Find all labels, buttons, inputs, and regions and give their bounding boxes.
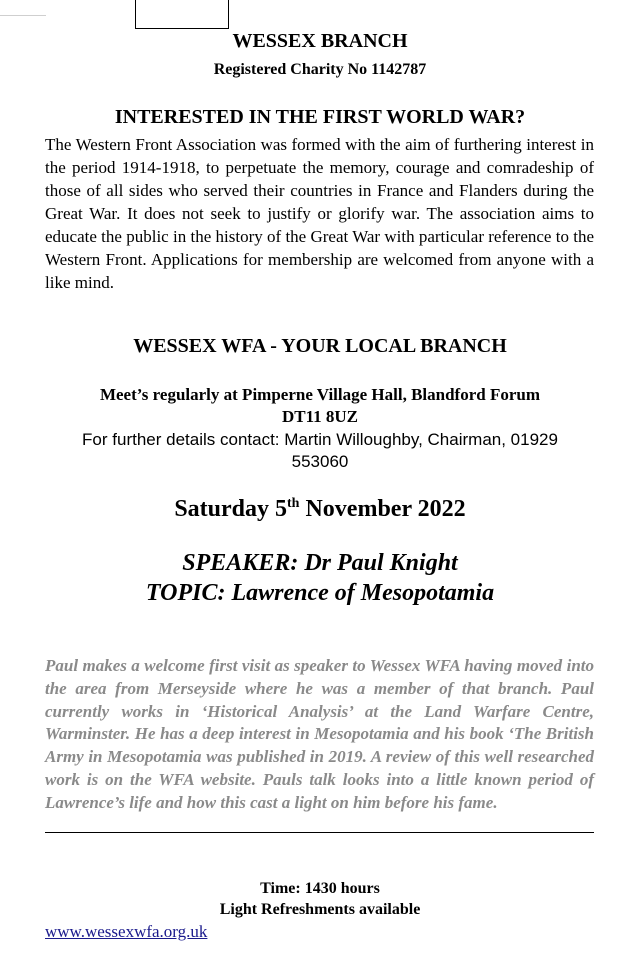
local-branch-heading: WESSEX WFA - YOUR LOCAL BRANCH <box>133 335 507 357</box>
venue-line: Meet’s regularly at Pimperne Village Hall, Blandford Forum <box>99 385 541 404</box>
venue-info <box>0 384 640 428</box>
intro-paragraph: The Western Front Association was formed with the aim of furthering interest in the period 1914-1918, to perpetuate the memory, courage and comradeship of those of all sides who served their countries in France and Flanders during the Great War. It does not seek to justify or glorify war. The association aims to educate the public in the history of the Great War with particular reference to the Western Front. Applications for membership are welcomed from anyone with a like mind. <box>45 135 594 292</box>
venue-postcode: DT11 8UZ <box>281 407 359 426</box>
interest-heading: INTERESTED IN THE FIRST WORLD WAR? <box>114 106 526 128</box>
description-underline <box>45 832 594 833</box>
topic-line: TOPIC: Lawrence of Mesopotamia <box>145 580 495 606</box>
event-time: Time: 1430 hours <box>260 880 380 897</box>
speaker-line: SPEAKER: Dr Paul Knight <box>182 550 458 576</box>
date-prefix: Saturday 5 <box>174 496 288 522</box>
event-description: Paul makes a welcome first visit as speaker to Wessex WFA having moved into the area from Merseyside where he was a member of that branch. Paul currently works in ‘Historical Analysis’ at the Land Warfare Centre, Warminster. He has a deep interest in Mesopotamia and his book ‘The British Army in Mesopotamia was published in 2019. A review of this well researched work is on the WFA website. Pauls talk looks into a little known period of Lawrence’s life and how this cast a light on him before his fame. <box>45 656 594 812</box>
refreshments-note: Light Refreshments available <box>219 901 421 918</box>
branch-title: WESSEX BRANCH <box>232 30 408 52</box>
date-rest: November 2022 <box>299 496 466 522</box>
website-link[interactable]: www.wessexwfa.org.uk <box>45 922 208 941</box>
event-date <box>0 496 640 523</box>
contact-details: For further details contact: Martin Willoughby, Chairman, 01929 553060 <box>82 430 558 471</box>
top-edge-rule <box>0 15 46 16</box>
charity-number: Registered Charity No 1142787 <box>213 61 427 78</box>
top-frame-box <box>135 0 229 29</box>
date-ordinal: th <box>287 496 300 511</box>
